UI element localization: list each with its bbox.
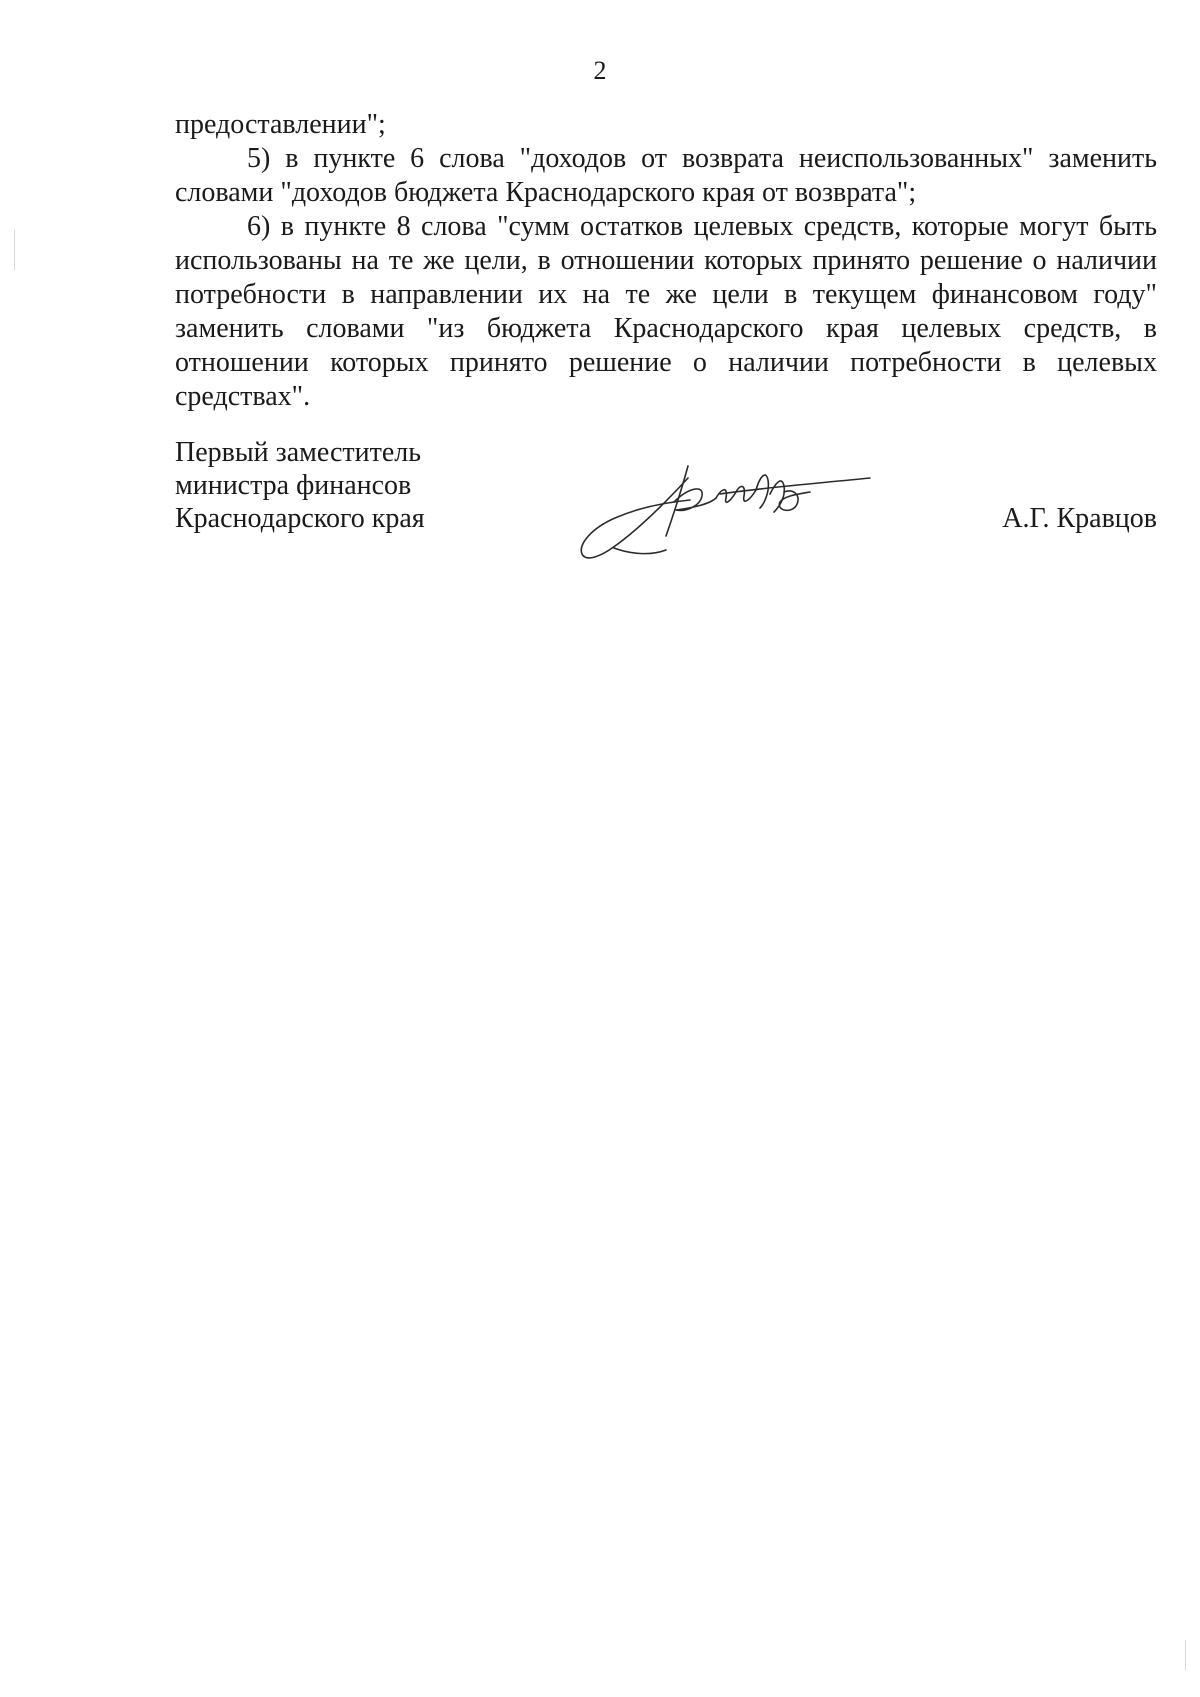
signatory-title-line-2: министра финансов <box>175 470 412 501</box>
signatory-name: А.Г. Кравцов <box>1002 503 1157 534</box>
signatory-title-line-1: Первый заместитель <box>175 437 422 468</box>
signature-block <box>175 436 1157 576</box>
paragraph-item-6: 6) в пункте 8 слова "сумм остатков целевых средств, которые могут быть использованы на те же цели, в отношении которых принято решение о наличии потребности в направлении их на те же цели в текущем финансовом году" заменить словами "из бюджета Краснодарского края целевых средств, в отношении которых принято решение о наличии потребности в целевых средствах". <box>175 211 1157 412</box>
signatory-title-line-3: Краснодарского края <box>175 503 425 534</box>
scan-margin-mark <box>1185 1640 1186 1670</box>
paragraph-continuation: предоставлении"; <box>175 109 386 140</box>
scan-margin-mark <box>14 230 15 270</box>
paragraph-item-5: 5) в пункте 6 слова "доходов от возврата неиспользованных" заменить словами "доходов бюджета Краснодарского края от возврата"; <box>175 143 1157 208</box>
handwritten-signature-icon <box>570 458 880 568</box>
signatory-title <box>175 436 425 535</box>
document-body <box>175 108 1157 414</box>
page-number: 2 <box>593 56 607 85</box>
